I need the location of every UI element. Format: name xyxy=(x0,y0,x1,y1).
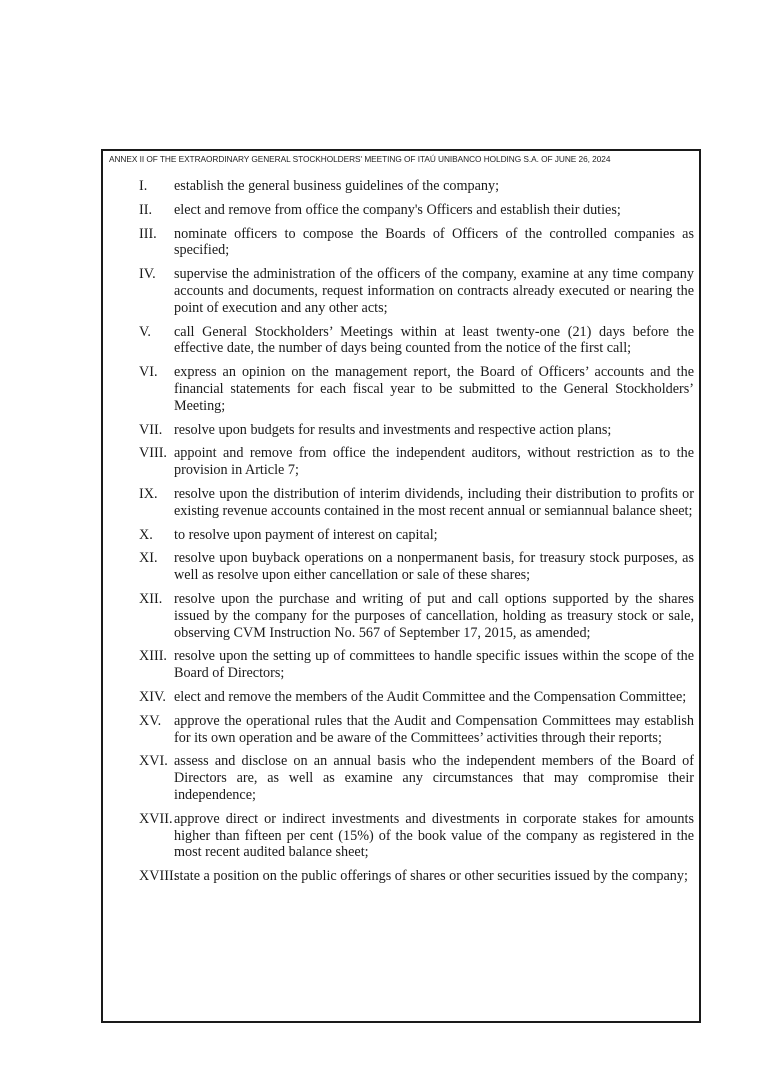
item-numeral: VI. xyxy=(139,364,158,381)
item-numeral: III. xyxy=(139,225,157,242)
item-text: supervise the administration of the officers of the company, examine at any time company accounts and documents, request information on contracts already executed or nearing the point of execution and any other acts; xyxy=(174,266,694,316)
list-item xyxy=(103,648,699,682)
item-text: express an opinion on the management report, the Board of Officers’ accounts and the financial statements for each fiscal year to be submitted to the General Stockholders’ Meeting; xyxy=(174,364,694,414)
list-item xyxy=(103,486,699,520)
list-item xyxy=(103,202,699,219)
item-numeral: IV. xyxy=(139,266,156,283)
list-item xyxy=(103,445,699,479)
item-text: establish the general business guidelines of the company; xyxy=(174,178,500,194)
item-text: resolve upon the setting up of committees to handle specific issues within the scope of the Board of Directors; xyxy=(174,648,694,682)
item-numeral: XVI. xyxy=(139,753,168,770)
item-text: nominate officers to compose the Boards of Officers of the controlled companies as specified; xyxy=(174,225,694,259)
list-item xyxy=(103,550,699,584)
item-numeral: II. xyxy=(139,201,152,218)
item-text: resolve upon the purchase and writing of put and call options supported by the shares issued by the company for the purposes of cancellation, holding as treasury stock or sale, observing CVM Instruction No. 567 of September 17, 2015, as amended; xyxy=(174,590,694,641)
item-text: appoint and remove from office the independent auditors, without restriction as to the provision in Article 7; xyxy=(174,445,694,479)
item-numeral: XIII. xyxy=(139,648,167,665)
item-text: approve the operational rules that the Audit and Compensation Committees may establish for its own operation and be aware of the Committees’ activities through their reports; xyxy=(174,712,694,746)
list-item xyxy=(103,527,699,544)
list-item xyxy=(103,178,699,195)
item-text: elect and remove the members of the Audit Committee and the Compensation Committee; xyxy=(174,688,687,705)
item-numeral: XII. xyxy=(139,590,163,607)
list-item xyxy=(103,591,699,641)
item-text: elect and remove from office the company's Officers and establish their duties; xyxy=(174,201,621,218)
item-numeral: I. xyxy=(139,178,148,194)
item-text: resolve upon the distribution of interim dividends, including their distribution to profits or existing revenue accounts contained in the most recent annual or semiannual balance sheet; xyxy=(174,485,694,519)
item-numeral: XI. xyxy=(139,550,158,567)
item-numeral: XVIII. xyxy=(139,868,178,885)
list-item xyxy=(103,324,699,358)
item-numeral: X. xyxy=(139,526,153,543)
list-item xyxy=(103,364,699,414)
item-list xyxy=(103,178,699,892)
item-numeral: XVII. xyxy=(139,810,173,827)
item-text: approve direct or indirect investments and divestments in corporate stakes for amounts higher than fifteen per cent (15%) of the book value of the company as registered in the most recent audited balance sheet; xyxy=(174,810,694,861)
list-item xyxy=(103,266,699,316)
list-item xyxy=(103,226,699,260)
item-text: state a position on the public offerings of shares or other securities issued by the company; xyxy=(174,868,688,885)
item-numeral: VII. xyxy=(139,421,163,438)
item-numeral: XIV. xyxy=(139,688,166,705)
document-frame xyxy=(101,149,701,1023)
item-numeral: XV. xyxy=(139,712,162,729)
list-item xyxy=(103,689,699,706)
annex-header: ANNEX II OF THE EXTRAORDINARY GENERAL STOCKHOLDERS' MEETING OF ITAÚ UNIBANCO HOLDING S.A. OF JUNE 26, 2024 xyxy=(109,154,611,164)
item-numeral: V. xyxy=(139,323,151,340)
item-text: resolve upon buyback operations on a nonpermanent basis, for treasury stock purposes, as well as resolve upon either cancellation or sale of these shares; xyxy=(174,550,694,584)
item-text: assess and disclose on an annual basis who the independent members of the Board of Directors are, as well as examine any circumstances that may compromise their independence; xyxy=(174,753,694,803)
item-numeral: VIII. xyxy=(139,445,167,462)
list-item xyxy=(103,811,699,861)
item-text: call General Stockholders’ Meetings within at least twenty-one (21) days before the effective date, the number of days being counted from the notice of the first call; xyxy=(174,323,694,357)
list-item xyxy=(103,753,699,803)
list-item xyxy=(103,713,699,747)
list-item xyxy=(103,422,699,439)
item-text: to resolve upon payment of interest on capital; xyxy=(174,526,438,543)
list-item xyxy=(103,868,699,885)
item-numeral: IX. xyxy=(139,485,158,502)
item-text: resolve upon budgets for results and investments and respective action plans; xyxy=(174,421,612,438)
